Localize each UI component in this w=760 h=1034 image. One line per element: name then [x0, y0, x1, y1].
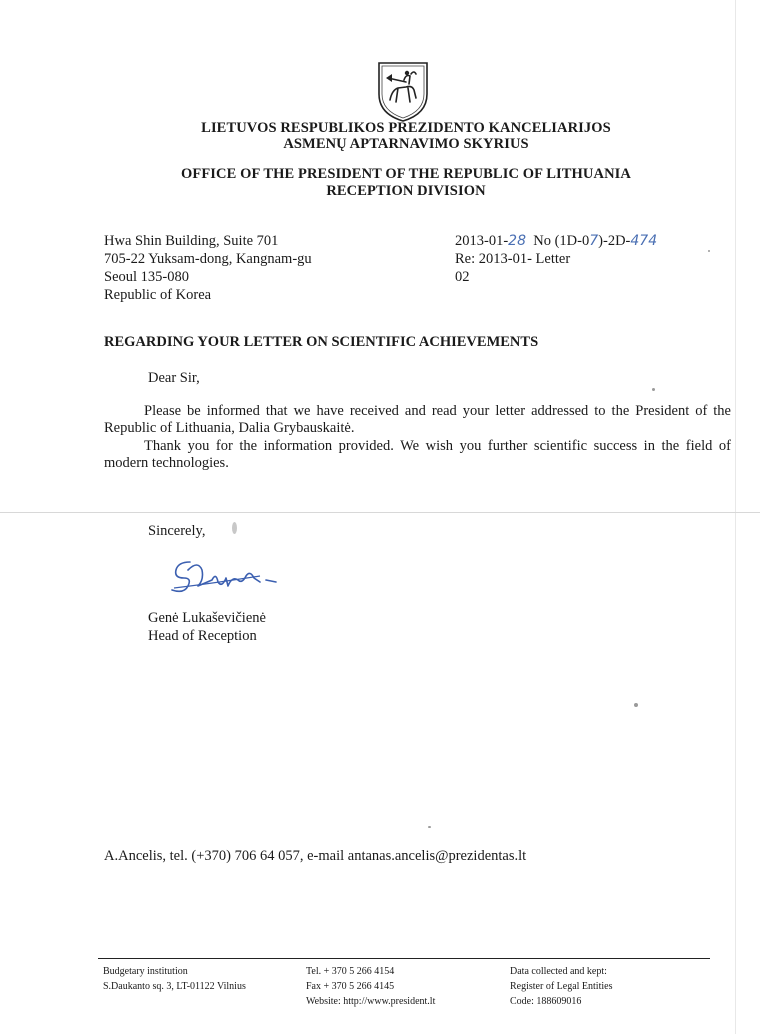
salutation: Dear Sir,	[148, 370, 200, 386]
footer-rule	[98, 958, 710, 959]
contact-line: A.Ancelis, tel. (+370) 706 64 057, e-mail antanas.ancelis@prezidentas.lt	[104, 848, 527, 864]
footer-text: Data collected and kept:	[510, 966, 607, 977]
header-line-3: OFFICE OF THE PRESIDENT OF THE REPUBLIC OF LITHUANIA	[181, 166, 631, 182]
header-line-2: ASMENŲ APTARNAVIMO SKYRIUS	[283, 136, 529, 152]
subject-line: REGARDING YOUR LETTER ON SCIENTIFIC ACHIEVEMENTS	[104, 334, 539, 350]
number-handwritten: 474	[630, 233, 658, 249]
reference-re-line-2: 02	[455, 269, 470, 285]
signer-name: Genė Lukaševičienė	[148, 610, 266, 626]
footer-text: S.Daukanto sq. 3, LT-01122 Vilnius	[103, 981, 246, 992]
number-suffix: )-2D-	[598, 233, 631, 249]
footer-column-3	[510, 964, 612, 1009]
footer-text: Register of Legal Entities	[510, 981, 613, 992]
closing: Sincerely,	[148, 523, 206, 539]
address-line: 705-22 Yuksam-dong, Kangnam-gu	[104, 251, 312, 267]
signature-icon	[168, 556, 288, 596]
header-line-4: RECEPTION DIVISION	[326, 183, 486, 199]
scan-speck	[232, 522, 237, 534]
footer-column-2	[306, 964, 435, 1009]
body-paragraph-1: Please be informed that we have received and read your letter addressed to the President of the Republic of Lithuania, Dalia Grybauskaitė.	[104, 403, 731, 436]
scan-speck	[708, 250, 710, 252]
scan-speck	[634, 703, 638, 707]
number-mid-handwritten: 7	[589, 233, 599, 249]
signer-block	[148, 609, 266, 645]
date-prefix: 2013-01-	[455, 233, 509, 249]
date-day-handwritten: 28	[508, 233, 526, 249]
address-line: Seoul 135-080	[104, 269, 189, 285]
reference-block	[455, 232, 657, 286]
scan-speck	[652, 388, 655, 391]
paper-fold-line	[0, 512, 760, 513]
footer-text: Website: http://www.president.lt	[306, 996, 436, 1007]
footer-text: Budgetary institution	[103, 966, 188, 977]
header-line-1: LIETUVOS RESPUBLIKOS PREZIDENTO KANCELIARIJOS	[201, 120, 611, 136]
footer-column-1	[103, 964, 246, 994]
footer-text: Tel. + 370 5 266 4154	[306, 966, 395, 977]
address-line: Hwa Shin Building, Suite 701	[104, 233, 279, 249]
recipient-address	[104, 232, 312, 304]
scan-edge-line	[735, 0, 736, 1034]
reference-re-line: Re: 2013-01- Letter	[455, 251, 571, 267]
signer-title: Head of Reception	[148, 628, 257, 644]
address-line: Republic of Korea	[104, 287, 212, 303]
scan-speck	[428, 826, 431, 828]
number-prefix: No (1D-0	[533, 233, 590, 249]
coat-of-arms-icon	[376, 60, 430, 124]
footer-text: Code: 188609016	[510, 996, 582, 1007]
body-paragraph-2: Thank you for the information provided. We wish you further scientific success in the field of modern technologies.	[104, 438, 731, 471]
reference-date-number	[455, 232, 657, 250]
footer-text: Fax + 370 5 266 4145	[306, 981, 395, 992]
